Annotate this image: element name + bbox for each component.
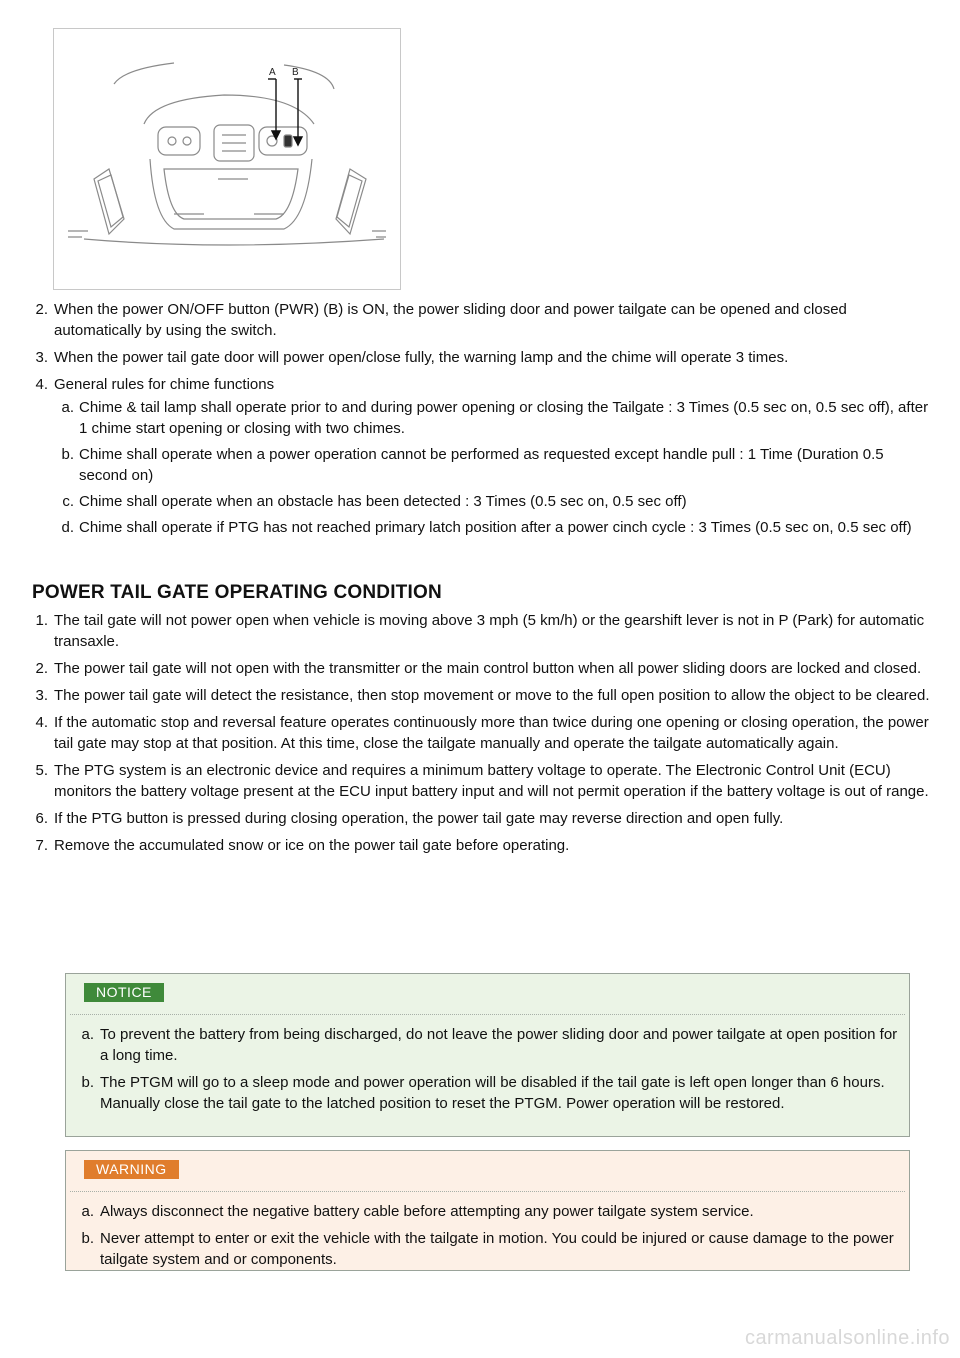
console-illustration	[54, 29, 400, 289]
overhead-console-figure	[53, 28, 401, 290]
sub-list-item	[0, 444, 930, 486]
item-number: 1.	[35, 612, 48, 629]
item-text: The power tail gate will not open with the transmitter or the main control button when all power sliding doors are locked and closed.	[54, 660, 922, 677]
item-text: The power tail gate will detect the resistance, then stop movement or move to the full open position to allow the object to be cleared.	[54, 687, 930, 704]
notice-tag: NOTICE	[84, 983, 164, 1002]
item-number: 6.	[35, 810, 48, 827]
item-number: 5.	[35, 762, 48, 779]
list-item	[0, 808, 930, 829]
item-text: Chime shall operate if PTG has not reached primary latch position after a power cinch cycle : 3 Times (0.5 sec on, 0.5 sec off)	[79, 519, 912, 536]
notice-item	[66, 1024, 906, 1066]
item-text: When the power tail gate door will power open/close fully, the warning lamp and the chime will operate 3 times.	[54, 349, 789, 366]
item-text: Never attempt to enter or exit the vehicle with the tailgate in motion. You could be injured or cause damage to the power tailgate system and or components.	[100, 1230, 894, 1268]
item-number: 4.	[35, 714, 48, 731]
item-letter: a.	[81, 1026, 94, 1043]
item-text: To prevent the battery from being discharged, do not leave the power sliding door and power tailgate at open position for a long time.	[100, 1026, 898, 1064]
item-text: The PTGM will go to a sleep mode and power operation will be disabled if the tail gate is left open longer than 6 hours.	[100, 1074, 885, 1091]
sub-list-item	[0, 397, 930, 439]
warning-item	[66, 1201, 906, 1222]
item-text: If the automatic stop and reversal feature operates continuously more than twice during one opening or closing operation, the power tail gate may stop at that position. At this time, close the tailgate manually and operate the tailgate automatically again.	[54, 714, 929, 752]
list-item	[0, 712, 930, 754]
item-letter: a.	[81, 1203, 94, 1220]
callout-a-label: A	[269, 67, 276, 78]
list-item	[0, 685, 930, 706]
item-text: When the power ON/OFF button (PWR) (B) is ON, the power sliding door and power tailgate can be opened and closed automatically by using the switch.	[54, 301, 847, 339]
item-text: Chime shall operate when an obstacle has been detected : 3 Times (0.5 sec on, 0.5 sec off)	[79, 493, 687, 510]
list-item	[0, 610, 930, 652]
notice-item	[66, 1072, 906, 1114]
item-letter: b.	[81, 1074, 94, 1091]
item-letter: b.	[61, 446, 74, 463]
item-number: 3.	[35, 687, 48, 704]
item-letter: d.	[61, 519, 74, 536]
item-letter: b.	[81, 1230, 94, 1247]
section-heading: POWER TAIL GATE OPERATING CONDITION	[32, 582, 442, 603]
warning-box	[65, 1150, 910, 1271]
item-text: Always disconnect the negative battery cable before attempting any power tailgate system service.	[100, 1203, 754, 1220]
item-text: Remove the accumulated snow or ice on the power tail gate before operating.	[54, 837, 570, 854]
warning-item	[66, 1228, 906, 1270]
item-text-continued: Manually close the tail gate to the latched position to reset the PTGM. Power operation will be restored.	[100, 1095, 785, 1112]
item-text: General rules for chime functions	[54, 376, 275, 393]
warning-tag: WARNING	[84, 1160, 179, 1179]
item-number: 3.	[35, 349, 48, 366]
list-item	[0, 374, 930, 395]
divider	[70, 1191, 905, 1192]
sub-list-item	[0, 491, 930, 512]
list-item	[0, 760, 930, 802]
list-item	[0, 299, 930, 341]
list-item	[0, 347, 930, 368]
item-number: 4.	[35, 376, 48, 393]
operating-conditions-list	[0, 610, 930, 862]
item-text: The tail gate will not power open when vehicle is moving above 3 mph (5 km/h) or the gearshift lever is not in P (Park) for automatic transaxle.	[54, 612, 925, 650]
item-letter: c.	[62, 493, 74, 510]
item-number: 7.	[35, 837, 48, 854]
item-text: Chime shall operate when a power operation cannot be performed as requested except handle pull : 1 Time (Duration 0.5 second on)	[79, 446, 884, 484]
item-letter: a.	[61, 399, 74, 416]
notice-box	[65, 973, 910, 1137]
item-text: The PTG system is an electronic device and requires a minimum battery voltage to operate. The Electronic Control Unit (ECU) monitors the battery voltage present at the ECU input battery input and will not permit operation if the battery voltage is out of range.	[54, 762, 929, 800]
item-number: 2.	[35, 301, 48, 318]
item-text: Chime & tail lamp shall operate prior to and during power opening or closing the Tailgate : 3 Times (0.5 sec on, 0.5 sec off), after 1 chime start opening or closing with two chimes.	[79, 399, 929, 437]
list-item	[0, 835, 930, 856]
item-number: 2.	[35, 660, 48, 677]
divider	[70, 1014, 905, 1015]
chime-steps-list	[0, 299, 930, 538]
callout-b-label: B	[292, 67, 299, 78]
sub-list-item	[0, 517, 930, 538]
watermark: carmanualsonline.info	[744, 1327, 950, 1349]
list-item	[0, 658, 930, 679]
item-text: If the PTG button is pressed during closing operation, the power tail gate may reverse direction and open fully.	[54, 810, 784, 827]
